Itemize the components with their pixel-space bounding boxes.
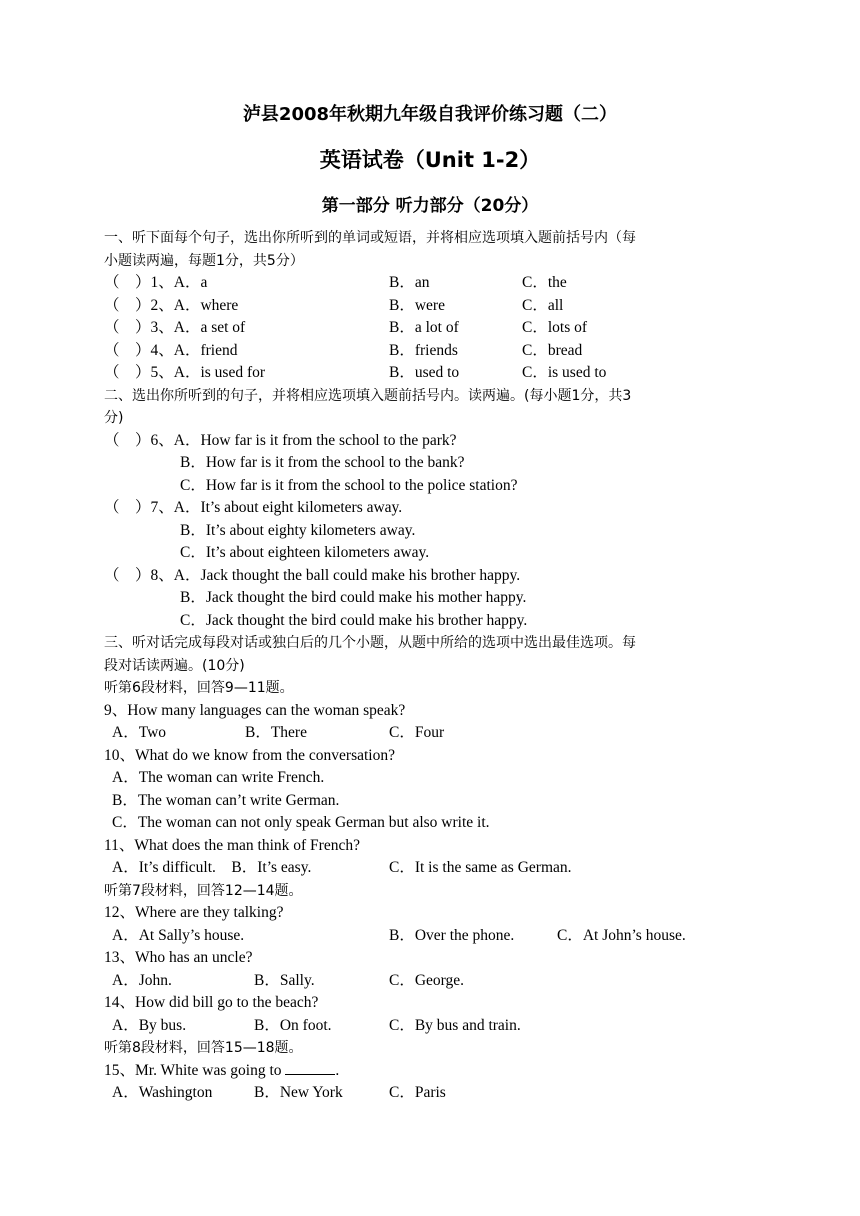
group-7-heading: 听第7段材料，回答12—14题。: [104, 882, 303, 899]
question-15-options: A．Washington B．New York C．Paris: [112, 1084, 446, 1101]
question-1: （ ）1、A．a B．an C．the: [104, 274, 567, 291]
question-14: 14、How did bill go to the beach?: [104, 994, 319, 1011]
section1-instruction: 一、听下面每个句子，选出你所听到的单词或短语，并将相应选项填入题前括号内（每: [104, 230, 636, 246]
exam-body: [104, 227, 764, 1105]
question-3: （ ）3、A．a set of B．a lot of C．lots of: [104, 319, 588, 336]
question-10-option-b: B．The woman can’t write German.: [112, 791, 340, 809]
question-7-option-c: C．It’s about eighteen kilometers away.: [180, 544, 430, 561]
question-2: （ ）2、A．where B．were C．all: [104, 296, 564, 314]
question-11-options: A．It’s difficult. B．It’s easy. C．It is the same as German.: [112, 859, 572, 876]
question-8-option-b: B．Jack thought the bird could make his mother happy.: [180, 589, 527, 606]
question-12: 12、Where are they talking?: [104, 904, 284, 921]
exam-subtitle: 英语试卷（Unit 1-2）: [319, 148, 541, 172]
question-14-options: A．By bus. B．On foot. C．By bus and train.: [112, 1016, 521, 1034]
section3-instruction-cont: 段对话读两遍。(10分): [104, 657, 245, 674]
group-6-heading: 听第6段材料，回答9—11题。: [104, 680, 294, 696]
question-5: （ ）5、A．is used for B．used to C．is used to: [104, 364, 607, 381]
part-heading: 第一部分 听力部分（20分）: [321, 196, 539, 216]
question-10: 10、What do we know from the conversation?: [104, 746, 395, 764]
question-12-options: A．At Sally’s house. B．Over the phone. C．At John’s house.: [112, 926, 686, 944]
question-9: 9、How many languages can the woman speak?: [104, 701, 406, 719]
question-10-option-a: A．The woman can write French.: [112, 769, 325, 786]
question-15: 15、Mr. White was going to .: [104, 1061, 340, 1079]
question-13-options: A．John. B．Sally. C．George.: [112, 971, 465, 989]
question-10-option-c: C．The woman can not only speak German but also write it.: [112, 814, 490, 831]
question-8-option-a: （ ）8、A．Jack thought the ball could make his brother happy.: [104, 566, 521, 584]
question-11: 11、What does the man think of French?: [104, 836, 360, 854]
section2-instruction: 二、选出你所听到的句子，并将相应选项填入题前括号内。读两遍。(每小题1分，共3: [104, 387, 632, 404]
question-6-option-b: B．How far is it from the school to the bank?: [180, 454, 465, 471]
question-4: （ ）4、A．friend B．friends C．bread: [104, 341, 583, 359]
group-8-heading: 听第8段材料，回答15—18题。: [104, 1040, 303, 1056]
question-7-option-a: （ ）7、A．It’s about eight kilometers away.: [104, 499, 403, 516]
question-6-option-c: C．How far is it from the school to the police station?: [180, 476, 518, 494]
answer-blank: [285, 1060, 335, 1075]
section3-instruction: 三、听对话完成每段对话或独白后的几个小题，从题中所给的选项中选出最佳选项。每: [104, 635, 636, 651]
question-7-option-b: B．It’s about eighty kilometers away.: [180, 521, 416, 539]
question-13: 13、Who has an uncle?: [104, 949, 253, 966]
exam-title: 泸县2008年秋期九年级自我评价练习题（二）: [242, 104, 618, 125]
section1-instruction-cont: 小题读两遍，每题1分，共5分）: [104, 252, 304, 269]
section2-instruction-cont: 分): [104, 410, 124, 426]
question-8-option-c: C．Jack thought the bird could make his brother happy.: [180, 611, 528, 629]
question-9-options: A．Two B．There C．Four: [112, 724, 445, 741]
question-6-option-a: （ ）6、A．How far is it from the school to the park?: [104, 431, 457, 449]
